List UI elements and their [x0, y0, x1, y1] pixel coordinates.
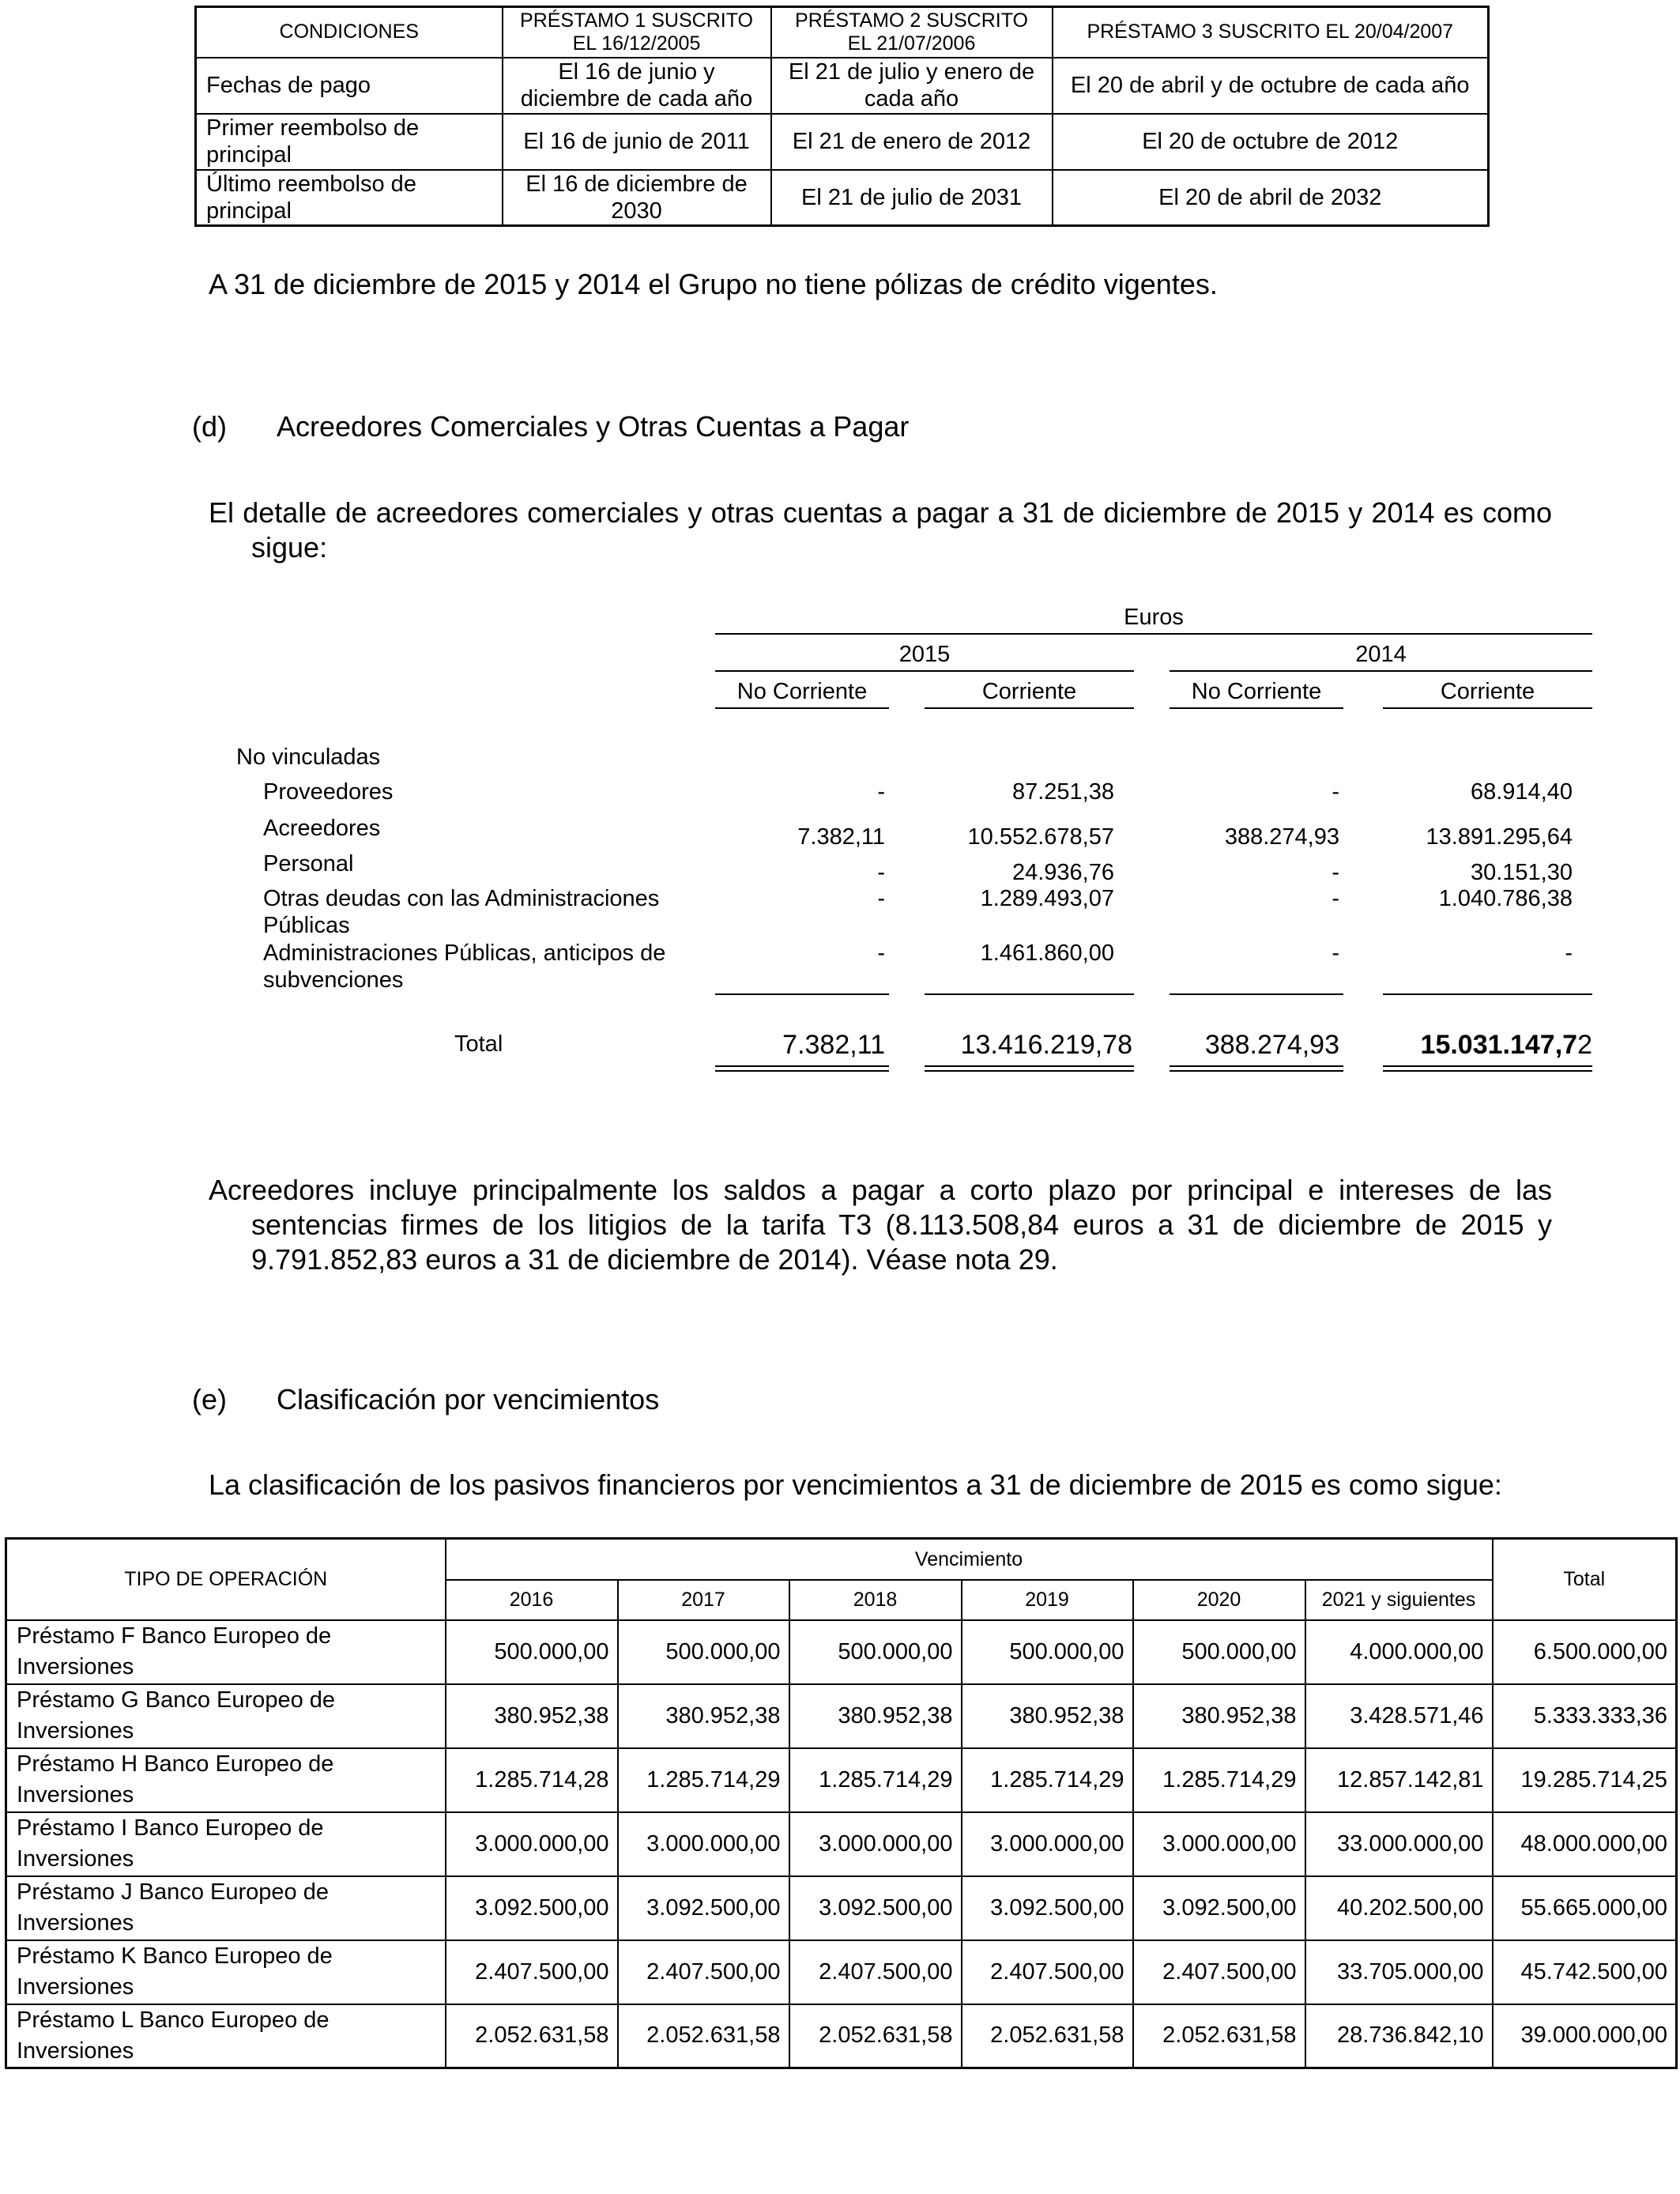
- header-vencimiento: Vencimiento: [446, 1539, 1493, 1580]
- operation-name: [6, 1940, 446, 2004]
- maturity-value: 3.092.500,00: [446, 1876, 618, 1940]
- vencimientos-table: [5, 1537, 1678, 2069]
- cell-value: -: [1332, 886, 1339, 911]
- loan-conditions-header-row: [196, 7, 1489, 58]
- subtotal-rule: [925, 993, 1134, 995]
- total-double-rule: [1170, 1070, 1343, 1072]
- paragraph-detalle-intro: El detalle de acreedores comerciales y otras cuentas a pagar a 31 de diciembre de 2015 y 2014 es como sigue:: [209, 496, 1552, 564]
- section-e-title: Clasificación por vencimientos: [277, 1383, 660, 1416]
- maturity-value: 500.000,00: [789, 1620, 962, 1684]
- section-d-letter: (d): [192, 410, 227, 443]
- currency-header: Euros: [1124, 605, 1184, 630]
- cell-value: -: [877, 860, 885, 885]
- cell-value: 68.914,40: [1470, 779, 1573, 805]
- total-value: 388.274,93: [1204, 1030, 1339, 1060]
- header-text: CONDICIONES: [279, 21, 419, 43]
- operation-name-line: Préstamo K Banco Europeo de: [17, 1943, 333, 1969]
- operation-name-line: Préstamo I Banco Europeo de: [17, 1815, 324, 1841]
- operation-name-line: Inversiones: [17, 1782, 134, 1808]
- subheader-rule: [715, 707, 889, 709]
- paragraph-no-polizas: A 31 de diciembre de 2015 y 2014 el Grupo no tiene pólizas de crédito vigentes.: [209, 268, 1218, 300]
- header-tipo-operacion: TIPO DE OPERACIÓN: [6, 1539, 446, 1620]
- header-year: 2018: [789, 1580, 962, 1620]
- maturity-value: 3.092.500,00: [962, 1876, 1133, 1940]
- maturity-value: 500.000,00: [1133, 1620, 1305, 1684]
- maturity-value: 380.952,38: [618, 1684, 789, 1748]
- maturity-value: 33.705.000,00: [1305, 1940, 1493, 2004]
- operation-name-line: Préstamo L Banco Europeo de: [17, 2007, 330, 2033]
- cell-value: 1.040.786,38: [1438, 886, 1573, 911]
- paragraph-clasificacion-intro: La clasificación de los pasivos financieros por vencimientos a 31 de diciembre de 2015 es como sigue:: [209, 1468, 1502, 1501]
- header-text: PRÉSTAMO 2 SUSCRITO: [795, 9, 1028, 32]
- operation-name-line: Inversiones: [17, 1974, 134, 2000]
- table-row: [6, 2004, 1677, 2068]
- maturity-value: 2.407.500,00: [789, 1940, 962, 2004]
- maturity-value: 2.052.631,58: [446, 2004, 618, 2068]
- operation-name: [6, 1684, 446, 1748]
- header-year: 2021 y siguientes: [1305, 1580, 1493, 1620]
- header-text: PRÉSTAMO 3 SUSCRITO EL 20/04/2007: [1087, 21, 1454, 43]
- subheader-rule: [1170, 707, 1343, 709]
- total-double-rule: [925, 1070, 1134, 1072]
- subtotal-rule: [1170, 993, 1343, 995]
- operation-name-line: Préstamo F Banco Europeo de: [17, 1623, 332, 1649]
- row-label-anticipos-subvenciones: [263, 940, 665, 993]
- cell-value: 87.251,38: [1011, 779, 1114, 805]
- maturity-value: 4.000.000,00: [1305, 1620, 1493, 1684]
- cell-value: 1.289.493,07: [980, 886, 1114, 911]
- table-row: [196, 170, 1489, 226]
- header-prestamo-3: [1053, 7, 1489, 58]
- header-year: 2020: [1133, 1580, 1305, 1620]
- operation-name-line: Préstamo G Banco Europeo de: [17, 1687, 336, 1713]
- cell-value: 10.552.678,57: [967, 824, 1114, 850]
- label-line: Administraciones Públicas, anticipos de: [263, 941, 666, 966]
- header-total: Total: [1493, 1539, 1677, 1620]
- total-label: Total: [454, 1031, 503, 1057]
- row-label-proveedores: Proveedores: [263, 779, 394, 805]
- total-double-rule: [715, 1065, 889, 1067]
- cell-value: El 16 de junio y diciembre de cada año: [503, 58, 771, 114]
- cell-value: -: [877, 779, 885, 805]
- maturity-value: 2.407.500,00: [618, 1940, 789, 2004]
- total-value-2014-corriente: [1383, 1029, 1592, 1061]
- total-double-rule: [1383, 1070, 1592, 1072]
- year-header-2014: 2014: [1355, 642, 1407, 667]
- operation-name: [6, 1748, 446, 1812]
- label-line: subvenciones: [263, 967, 404, 993]
- cell-value: -: [1332, 941, 1339, 966]
- maturity-value: 2.407.500,00: [446, 1940, 618, 2004]
- table-row: [6, 1748, 1677, 1812]
- maturity-value: 500.000,00: [618, 1620, 789, 1684]
- row-total: 6.500.000,00: [1493, 1620, 1677, 1684]
- header-year: 2016: [446, 1580, 618, 1620]
- operation-name-line: Préstamo H Banco Europeo de: [17, 1751, 334, 1777]
- total-value: 13.416.219,78: [960, 1030, 1132, 1060]
- maturity-value: 1.285.714,29: [618, 1748, 789, 1812]
- cell-value: El 20 de abril y de octubre de cada año: [1053, 58, 1489, 114]
- header-prestamo-1: [503, 7, 771, 58]
- year-header-2015: 2015: [898, 642, 951, 667]
- operation-name-line: Inversiones: [17, 1910, 134, 1936]
- maturity-value: 33.000.000,00: [1305, 1812, 1493, 1876]
- subheader-rule: [925, 707, 1134, 709]
- maturity-value: 380.952,38: [446, 1684, 618, 1748]
- cell-value: -: [1565, 941, 1573, 966]
- row-label-otras-deudas: [263, 885, 659, 939]
- section-e-letter: (e): [192, 1383, 227, 1416]
- vencimientos-body: [6, 1620, 1677, 2068]
- maturity-value: 1.285.714,28: [446, 1748, 618, 1812]
- maturity-value: 500.000,00: [962, 1620, 1133, 1684]
- subtotal-rule: [715, 993, 889, 995]
- maturity-value: 2.407.500,00: [962, 1940, 1133, 2004]
- operation-name: [6, 1812, 446, 1876]
- operation-name: [6, 1620, 446, 1684]
- maturity-value: 3.000.000,00: [789, 1812, 962, 1876]
- maturity-value: 28.736.842,10: [1305, 2004, 1493, 2068]
- cell-value: 7.382,11: [797, 824, 885, 850]
- cell-value: -: [1332, 779, 1339, 805]
- maturity-value: 3.092.500,00: [1133, 1876, 1305, 1940]
- maturity-value: 3.000.000,00: [1133, 1812, 1305, 1876]
- cell-value: El 20 de abril de 2032: [1053, 170, 1489, 226]
- cell-value: -: [1332, 860, 1339, 885]
- maturity-value: 380.952,38: [962, 1684, 1133, 1748]
- total-value-plain-part: 2: [1577, 1030, 1592, 1060]
- subheader-no-corriente-2014: No Corriente: [1191, 679, 1322, 704]
- operation-name-line: Inversiones: [17, 1718, 134, 1744]
- maturity-value: 3.428.571,46: [1305, 1684, 1493, 1748]
- operation-name-line: Inversiones: [17, 1654, 134, 1679]
- total-double-rule: [1170, 1065, 1343, 1067]
- maturity-value: 380.952,38: [789, 1684, 962, 1748]
- operation-name-line: Préstamo J Banco Europeo de: [17, 1879, 329, 1905]
- subheader-corriente-2014: Corriente: [1440, 679, 1535, 704]
- maturity-value: 1.285.714,29: [962, 1748, 1133, 1812]
- maturity-value: 1.285.714,29: [789, 1748, 962, 1812]
- subheader-rule: [1383, 707, 1592, 709]
- maturity-value: 40.202.500,00: [1305, 1876, 1493, 1940]
- cell-value: 13.891.295,64: [1426, 824, 1573, 850]
- subheader-no-corriente-2015: No Corriente: [736, 679, 868, 704]
- cell-value: 1.461.860,00: [980, 941, 1114, 966]
- maturity-value: 380.952,38: [1133, 1684, 1305, 1748]
- maturity-value: 3.000.000,00: [618, 1812, 789, 1876]
- maturity-value: 2.052.631,58: [618, 2004, 789, 2068]
- total-value: 7.382,11: [782, 1030, 885, 1060]
- header-rule: [715, 633, 1592, 635]
- maturity-value: 2.052.631,58: [962, 2004, 1133, 2068]
- maturity-value: 2.052.631,58: [789, 2004, 962, 2068]
- operation-name-line: Inversiones: [17, 1846, 134, 1872]
- maturity-value: 3.000.000,00: [446, 1812, 618, 1876]
- section-d-title: Acreedores Comerciales y Otras Cuentas a Pagar: [277, 410, 910, 443]
- table-row: [6, 1620, 1677, 1684]
- operation-name: [6, 2004, 446, 2068]
- row-total: 39.000.000,00: [1493, 2004, 1677, 2068]
- maturity-value: 3.092.500,00: [618, 1876, 789, 1940]
- table-row: [196, 58, 1489, 114]
- maturity-value: 1.285.714,29: [1133, 1748, 1305, 1812]
- maturity-value: 500.000,00: [446, 1620, 618, 1684]
- operation-name: [6, 1876, 446, 1940]
- vencimientos-header-row: [6, 1539, 1677, 1580]
- cell-value: 30.151,30: [1470, 860, 1573, 885]
- header-condiciones: [196, 7, 503, 58]
- row-label-personal: Personal: [263, 851, 354, 876]
- label-line: Otras deudas con las Administraciones: [263, 886, 660, 911]
- row-total: 45.742.500,00: [1493, 1940, 1677, 2004]
- cell-value: El 21 de julio de 2031: [771, 170, 1053, 226]
- row-label: Fechas de pago: [196, 58, 503, 114]
- cell-value: El 16 de diciembre de 2030: [503, 170, 771, 226]
- total-double-rule: [1383, 1065, 1592, 1067]
- loan-conditions-table: [194, 6, 1490, 227]
- header-text: PRÉSTAMO 1 SUSCRITO: [520, 9, 753, 32]
- row-total: 55.665.000,00: [1493, 1876, 1677, 1940]
- header-text: EL 21/07/2006: [847, 32, 976, 55]
- header-text: EL 16/12/2005: [572, 32, 701, 55]
- row-total: 48.000.000,00: [1493, 1812, 1677, 1876]
- cell-value: -: [877, 886, 885, 911]
- row-label: Primer reembolso de principal: [196, 114, 503, 170]
- paragraph-acreedores-note: Acreedores incluye principalmente los saldos a pagar a corto plazo por principal e intereses de las sentencias firmes de los litigios de la tarifa T3 (8.113.508,84 euros a 31 de diciembre de 2015 y 9.791.852,83 euros a 31 de diciembre de 2014). Véase nota 29.: [209, 1174, 1552, 1276]
- cell-value: El 21 de enero de 2012: [771, 114, 1053, 170]
- table-row: [6, 1876, 1677, 1940]
- row-total: 19.285.714,25: [1493, 1748, 1677, 1812]
- maturity-value: 3.000.000,00: [962, 1812, 1133, 1876]
- total-value-bold-part: 15.031.147,7: [1420, 1030, 1578, 1060]
- table-row: [196, 114, 1489, 170]
- maturity-value: 2.052.631,58: [1133, 2004, 1305, 2068]
- table-row: [6, 1940, 1677, 2004]
- maturity-value: 3.092.500,00: [789, 1876, 962, 1940]
- row-label: Último reembolso de principal: [196, 170, 503, 226]
- table-row: [6, 1684, 1677, 1748]
- subtotal-rule: [1383, 993, 1592, 995]
- cell-value: El 21 de julio y enero de cada año: [771, 58, 1053, 114]
- label-line: Públicas: [263, 913, 350, 938]
- cell-value: 24.936,76: [1011, 860, 1114, 885]
- operation-name-line: Inversiones: [17, 2038, 134, 2064]
- year-rule-2014: [1170, 670, 1592, 672]
- subheader-corriente-2015: Corriente: [981, 679, 1077, 704]
- header-year: 2017: [618, 1580, 789, 1620]
- cell-value: El 16 de junio de 2011: [503, 114, 771, 170]
- year-rule-2015: [715, 670, 1134, 672]
- cell-value: 388.274,93: [1224, 824, 1339, 850]
- header-prestamo-2: [771, 7, 1053, 58]
- row-total: 5.333.333,36: [1493, 1684, 1677, 1748]
- cell-value: -: [877, 941, 885, 966]
- maturity-value: 2.407.500,00: [1133, 1940, 1305, 2004]
- table-row: [6, 1812, 1677, 1876]
- total-double-rule: [715, 1070, 889, 1072]
- cell-value: El 20 de octubre de 2012: [1053, 114, 1489, 170]
- row-label-acreedores: Acreedores: [263, 816, 381, 841]
- total-double-rule: [925, 1065, 1134, 1067]
- maturity-value: 12.857.142,81: [1305, 1748, 1493, 1812]
- group-label: No vinculadas: [236, 745, 381, 770]
- header-year: 2019: [962, 1580, 1133, 1620]
